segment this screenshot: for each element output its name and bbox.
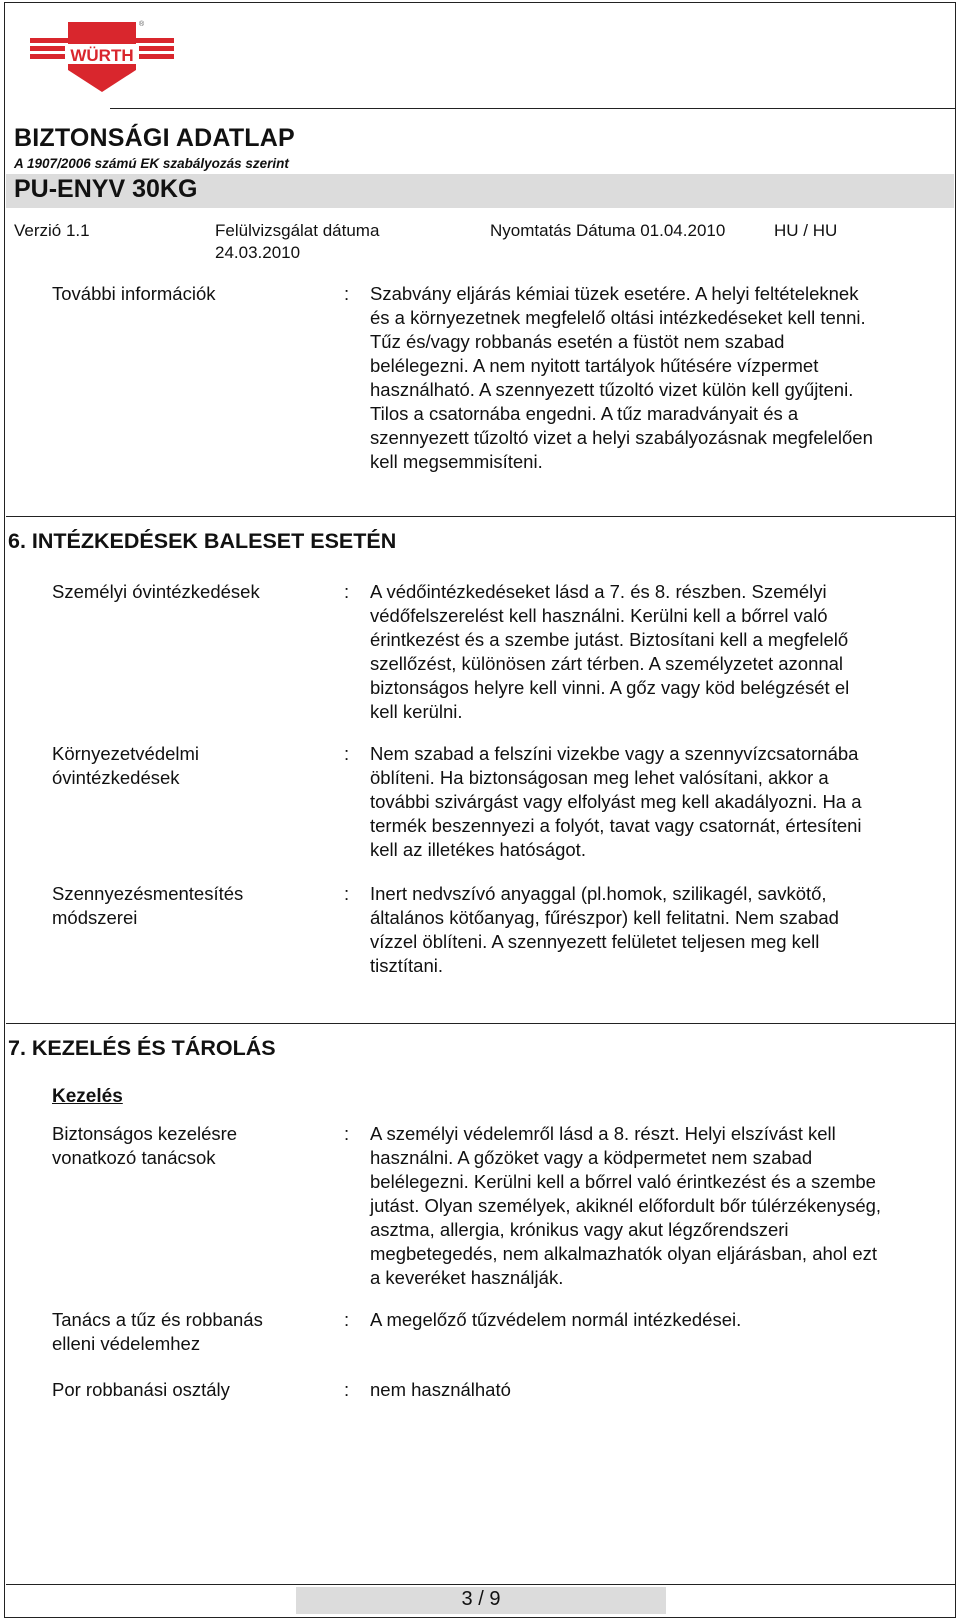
label-line: vonatkozó tanácsok	[52, 1147, 216, 1168]
further-info-colon: :	[344, 283, 350, 304]
text-line: szellőzést, különösen zárt térben. A személyzetet azonnal	[370, 653, 844, 674]
text-line: kell kerülni.	[370, 701, 463, 722]
text-line: kell megsemmisíteni.	[370, 451, 543, 472]
dust-explosion-text	[370, 1378, 936, 1402]
cleanup-methods-label	[52, 882, 243, 930]
text-line: védőfelszerelést kell használni. Kerülni kell a bőrrel való	[370, 605, 828, 626]
label-line: Por robbanási osztály	[52, 1379, 230, 1400]
text-line: jutást. Olyan személyek, akiknél előfordult bőr túlérzékenység,	[370, 1195, 882, 1216]
personal-precautions-text	[370, 580, 936, 724]
text-line: általános kötőanyag, fűrészpor) kell felitatni. Nem szabad	[370, 907, 839, 928]
text-line: használható. A szennyezett tűzoltó vizet külön kell gyűjteni.	[370, 379, 854, 400]
safe-handling-colon: :	[344, 1123, 350, 1144]
text-line: Nem szabad a felszíni vizekbe vagy a szennyvízcsatornába	[370, 743, 859, 764]
handling-subheading: Kezelés	[52, 1086, 123, 1107]
fire-protection-label	[52, 1308, 263, 1356]
text-line: Tilos a csatornába engedni. A tűz maradványait és a	[370, 403, 799, 424]
text-line: a keveréket használják.	[370, 1267, 564, 1288]
environmental-precautions-label	[52, 742, 199, 790]
label-line: módszerei	[52, 907, 138, 928]
revision-label: Felülvizsgálat dátuma	[215, 221, 380, 240]
product-name: PU-ENYV 30KG	[14, 175, 198, 203]
document-title: BIZTONSÁGI ADATLAP	[14, 124, 295, 152]
safe-handling-label	[52, 1122, 237, 1170]
text-line: tisztítani.	[370, 955, 443, 976]
text-line: belélegezni. A nem nyitott tartályok hűtésére vízpermet	[370, 355, 819, 376]
label-line: óvintézkedések	[52, 767, 180, 788]
text-line: használni. A gőzöket vagy a ködpermetet nem szabad	[370, 1147, 813, 1168]
cleanup-methods-text	[370, 882, 936, 978]
text-line: Tűz és/vagy robbanás esetén a füstöt nem szabad	[370, 331, 785, 352]
text-line: megbetegedés, nem alkalmazhatók olyan eljárásban, ahol ezt	[370, 1243, 878, 1264]
text-line: termék beszennyezi a folyót, tavat vagy csatornát, értesíteni	[370, 815, 862, 836]
text-line: további szivárgást vagy elfolyást meg kell akadályozni. Ha a	[370, 791, 862, 812]
text-line: nem használható	[370, 1379, 511, 1400]
footer-rule	[6, 1584, 956, 1585]
fire-protection-text	[370, 1308, 936, 1332]
text-line: érintkezést és a szembe jutást. Biztosítani kell a megfelelő	[370, 629, 849, 650]
language: HU / HU	[774, 221, 838, 240]
dust-explosion-colon: :	[344, 1379, 350, 1400]
text-line: biztonságos helyre kell vinni. A gőz vagy köd belégzését el	[370, 677, 850, 698]
text-line: asztma, allergia, krónikus vagy akut légzőrendszeri	[370, 1219, 789, 1240]
label-line: Biztonságos kezelésre	[52, 1123, 238, 1144]
fire-protection-colon: :	[344, 1309, 350, 1330]
text-line: öblíteni. Ha biztonságosan meg lehet valósítani, akkor a	[370, 767, 829, 788]
text-line: A védőintézkedéseket lásd a 7. és 8. részben. Személyi	[370, 581, 827, 602]
further-info-text	[370, 282, 936, 474]
label-line: Szennyezésmentesítés	[52, 883, 244, 904]
page-number: 3 / 9	[461, 1588, 501, 1610]
label-line: Környezetvédelmi	[52, 743, 200, 764]
cleanup-methods-colon: :	[344, 883, 350, 904]
text-line: A személyi védelemről lásd a 8. részt. Helyi elszívást kell	[370, 1123, 836, 1144]
text-line: és a környezetnek megfelelő oltási intézkedéseket kell tenni.	[370, 307, 866, 328]
text-line: Szabvány eljárás kémiai tüzek esetére. A helyi feltételeknek	[370, 283, 859, 304]
text-line: szennyezett tűzoltó vizet a helyi szabályozásnak megfelelően	[370, 427, 873, 448]
print-date: Nyomtatás Dátuma 01.04.2010	[490, 221, 726, 240]
svg-text:®: ®	[139, 21, 145, 28]
label-line: Személyi óvintézkedések	[52, 581, 260, 602]
personal-precautions-label	[52, 580, 260, 604]
text-line: A megelőző tűzvédelem normál intézkedései.	[370, 1309, 742, 1330]
section-6-rule	[6, 516, 956, 517]
section-6-title: 6. INTÉZKEDÉSEK BALESET ESETÉN	[8, 529, 397, 553]
personal-precautions-colon: :	[344, 581, 350, 602]
environmental-precautions-colon: :	[344, 743, 350, 764]
label-line: Tanács a tűz és robbanás	[52, 1309, 263, 1330]
text-line: Inert nedvszívó anyaggal (pl.homok, szilikagél, savkötő,	[370, 883, 827, 904]
document-subtitle: A 1907/2006 számú EK szabályozás szerint	[14, 156, 289, 171]
section-7-title: 7. KEZELÉS ÉS TÁROLÁS	[8, 1036, 276, 1060]
wurth-logo	[30, 18, 174, 94]
further-info-label: További információk	[52, 283, 216, 304]
revision-date: 24.03.2010	[215, 243, 301, 262]
revision	[215, 220, 379, 264]
text-line: kell az illetékes hatóságot.	[370, 839, 586, 860]
logo-text: WÜRTH	[70, 46, 134, 65]
text-line: belélegezni. Kerülni kell a bőrrel való érintkezést és a szembe	[370, 1171, 876, 1192]
dust-explosion-label	[52, 1378, 230, 1402]
text-line: vízzel öblíteni. A szennyezett felületet teljesen meg kell	[370, 931, 820, 952]
label-line: elleni védelemhez	[52, 1333, 201, 1354]
safe-handling-text	[370, 1122, 936, 1290]
version: Verzió 1.1	[14, 221, 90, 240]
section-7-rule	[6, 1023, 956, 1024]
environmental-precautions-text	[370, 742, 936, 862]
header-rule	[110, 108, 956, 109]
